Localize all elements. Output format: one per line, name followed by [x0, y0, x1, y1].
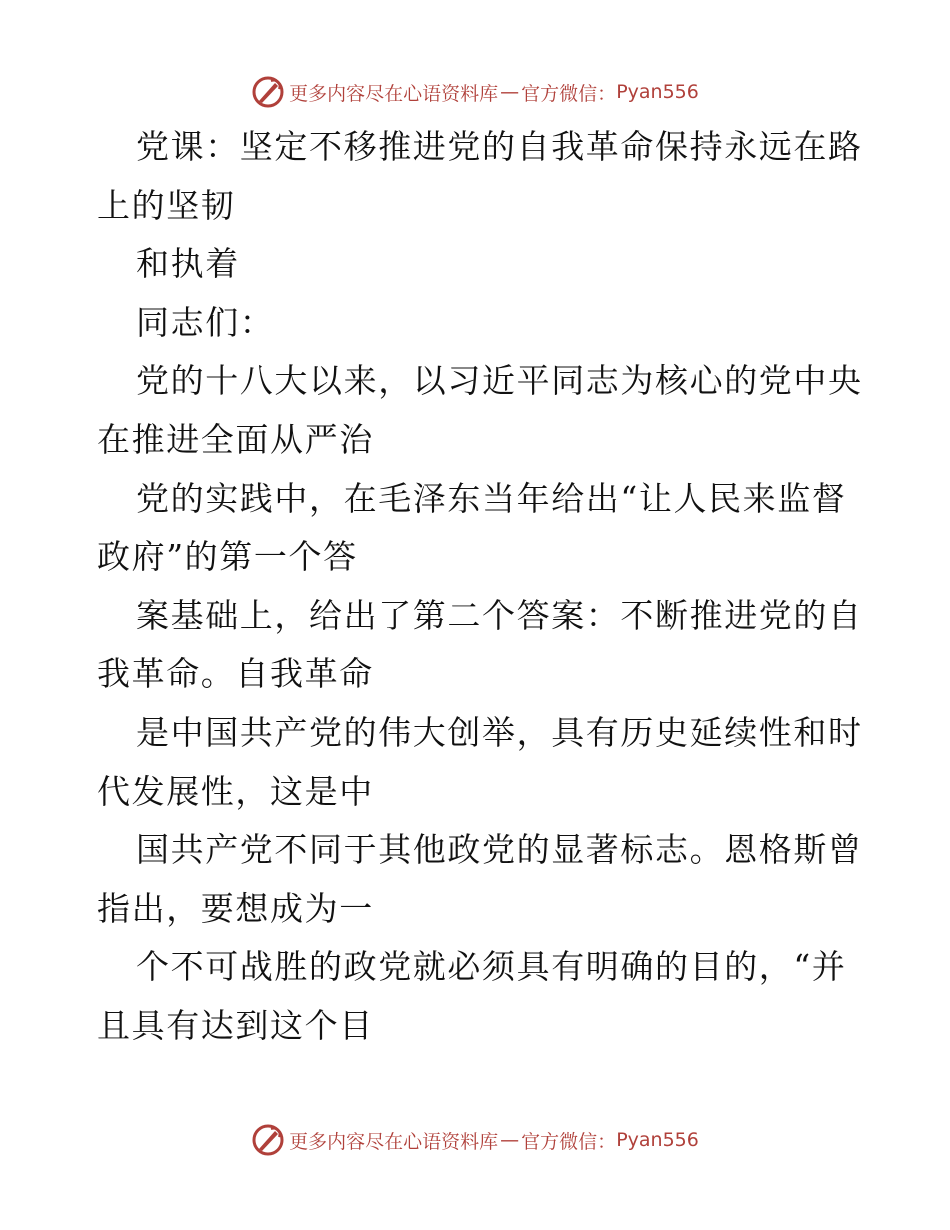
document-line: 党课：坚定不移推进党的自我革命保持永远在路	[136, 127, 863, 166]
header-banner-suffix: 官方微信：	[521, 82, 617, 105]
document-line: 上的坚韧	[97, 185, 236, 225]
document-line: 国共产党不同于其他政党的显著标志。恩格斯曾	[136, 830, 863, 870]
footer-banner-suffix: 官方微信：	[521, 1130, 617, 1153]
header-watermark-banner	[0, 72, 950, 112]
document-line: 在推进全面从严治	[97, 419, 374, 459]
document-line: 案基础上，给出了第二个答案：不断推进党的自	[136, 595, 863, 635]
quill-logo-icon	[251, 75, 285, 109]
document-line: 党的十八大以来，以习近平同志为核心的党中央	[136, 361, 863, 401]
footer-banner-separator: —	[500, 1129, 520, 1151]
document-line: 政府”的第一个答	[97, 537, 358, 577]
quill-logo-icon	[251, 1123, 285, 1157]
document-line: 个不可战胜的政党就必须具有明确的目的，“并	[136, 947, 847, 987]
footer-watermark-banner	[0, 1120, 950, 1160]
document-line: 且具有达到这个目	[97, 1005, 374, 1045]
document-line: 是中国共产党的伟大创举，具有历史延续性和时	[136, 712, 863, 752]
document-body	[97, 118, 863, 1056]
document-line: 和执着	[136, 244, 240, 284]
header-banner-separator: —	[500, 81, 520, 103]
header-banner-id: Pyan556	[616, 81, 699, 103]
header-banner-text: 更多内容尽在心语资料库	[289, 82, 499, 105]
document-line: 我革命。自我革命	[97, 654, 374, 694]
document-line: 党的实践中，在毛泽东当年给出“让人民来监督	[136, 478, 847, 518]
footer-banner-id: Pyan556	[616, 1129, 699, 1151]
document-line: 同志们：	[136, 302, 275, 342]
footer-banner-text: 更多内容尽在心语资料库	[289, 1130, 499, 1153]
document-line: 指出，要想成为一	[97, 888, 374, 928]
document-line: 代发展性，这是中	[97, 771, 374, 811]
